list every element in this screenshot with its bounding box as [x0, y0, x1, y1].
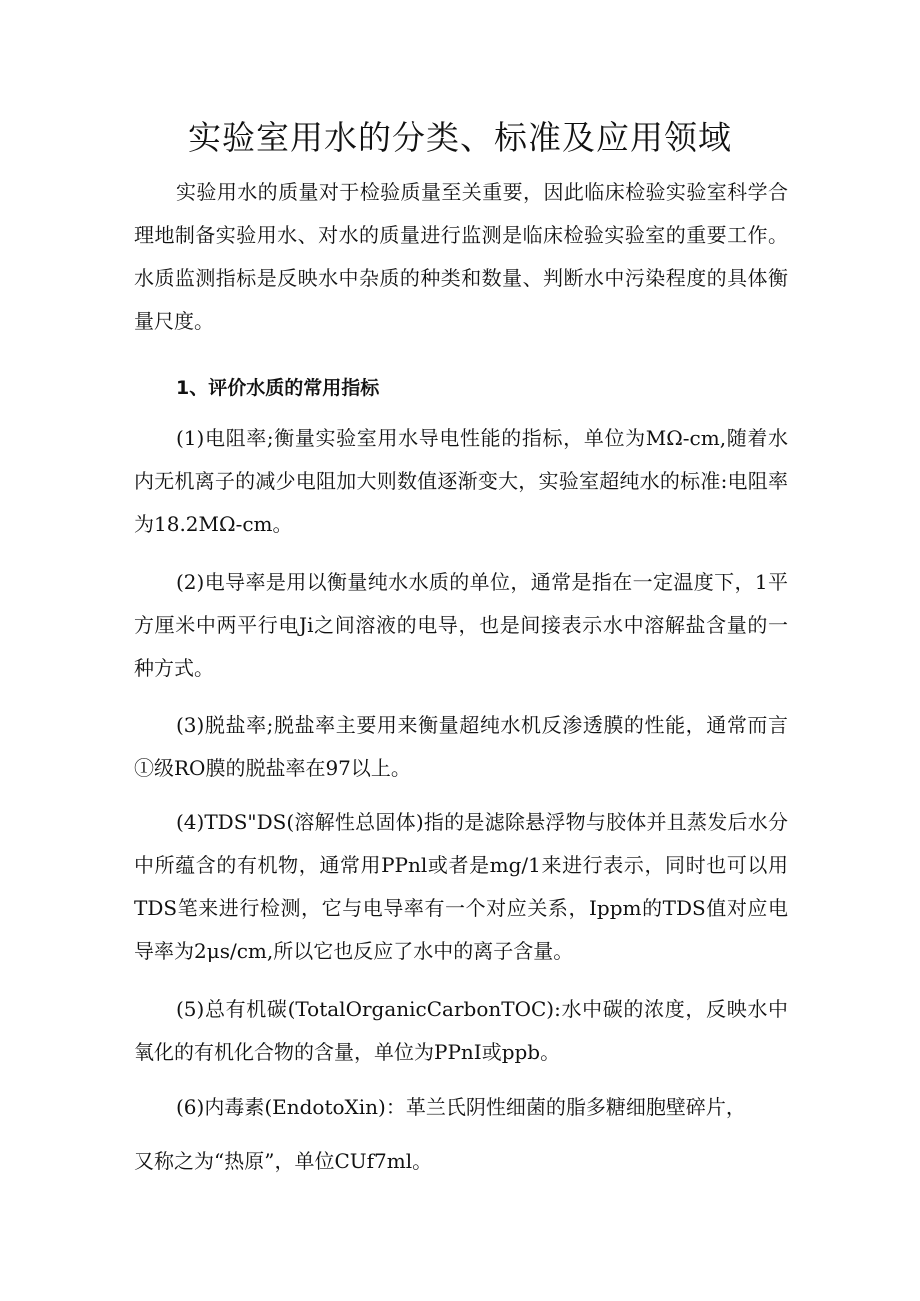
item-conductivity: (2)电导率是用以衡量纯水水质的单位，通常是指在一定温度下，1平方厘米中两平行电Ji之间溶液的电导，也是间接表示水中溶解盐含量的一种方式。: [134, 570, 788, 680]
page-title: 实验室用水的分类、标准及应用领域: [188, 118, 732, 157]
item-endotoxin-line1: (6)内毒素(EndotoXin)：革兰氏阴性细菌的脂多糖细胞壁碎片，: [176, 1095, 746, 1119]
item-desalination-rate: (3)脱盐率;脱盐率主要用来衡量超纯水机反渗透膜的性能，通常而言①级RO膜的脱盐率在97以上。: [134, 713, 788, 780]
section-heading: 1、评价水质的常用指标: [176, 377, 380, 399]
item-resistivity: (1)电阻率;衡量实验室用水导电性能的指标，单位为MΩ-cm,随着水内无机离子的减少电阻加大则数值逐渐变大，实验室超纯水的标准:电阻率为18.2MΩ-cm。: [134, 426, 788, 536]
item-tds: (4)TDS"DS(溶解性总固体)指的是滤除悬浮物与胶体并且蒸发后水分中所蕴含的有机物，通常用PPnl或者是mg/1来进行表示，同时也可以用TDS笔来进行检测，它与电导率有一个对应关系，Ippm的TDS值对应电导率为2μs/cm,所以它也反应了水中的离子含量。: [134, 810, 788, 963]
intro-paragraph: 实验用水的质量对于检验质量至关重要，因此临床检验实验室科学合理地制备实验用水、对水的质量进行监测是临床检验实验室的重要工作。水质监测指标是反映水中杂质的种类和数量、判断水中污染程度的具体衡量尺度。: [134, 180, 788, 333]
item-endotoxin-line2: 又称之为“热原”，单位CUf7ml。: [134, 1149, 433, 1173]
item-toc: (5)总有机碳(TotalOrganicCarbonTOC):水中碳的浓度，反映水中氧化的有机化合物的含量，单位为PPnI或ppb。: [134, 997, 788, 1064]
